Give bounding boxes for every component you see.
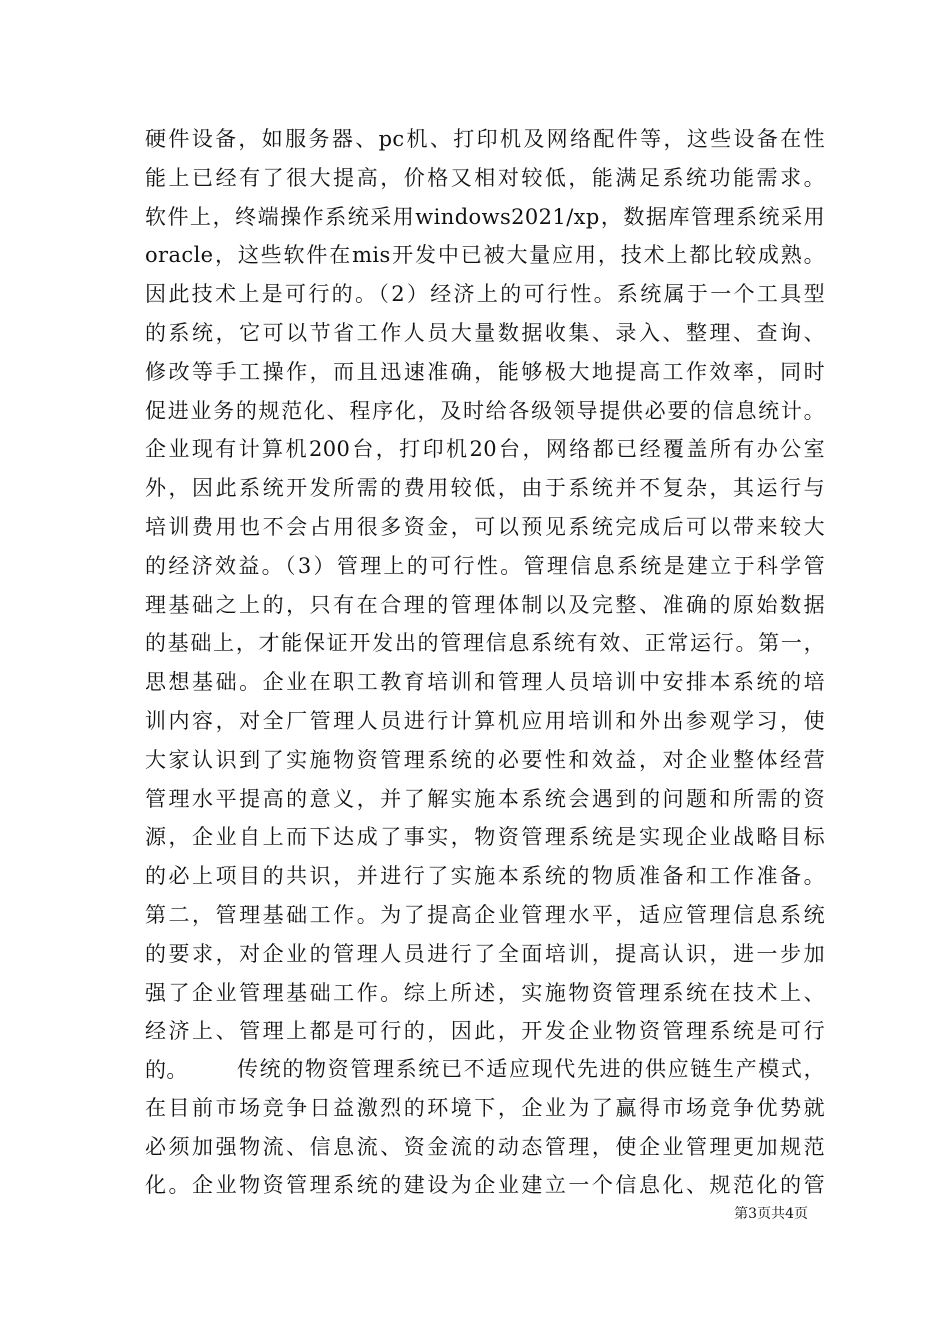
text-line: 大家认识到了实施物资管理系统的必要性和效益，对企业整体经营 (145, 747, 825, 772)
text-line: 因此技术上是可行的。（2）经济上的可行性。系统属于一个工具型 (145, 282, 825, 307)
text-line: 必须加强物流、信息流、资金流的动态管理，使企业管理更加规范 (145, 1134, 825, 1159)
text-line: 的必上项目的共识，并进行了实施本系统的物质准备和工作准备。 (145, 864, 825, 889)
text-line: 软件上，终端操作系统采用windows2021/xp，数据库管理系统采用 (145, 204, 825, 229)
text-line: 的基础上，才能保证开发出的管理信息系统有效、正常运行。第一， (145, 631, 825, 656)
text-line: 化。企业物资管理系统的建设为企业建立一个信息化、规范化的管 (145, 1173, 825, 1198)
text-line: 的经济效益。（3）管理上的可行性。管理信息系统是建立于科学管 (145, 553, 825, 578)
text-line: 第二，管理基础工作。为了提高企业管理水平，适应管理信息系统 (145, 902, 825, 927)
text-line: 企业现有计算机200台，打印机20台，网络都已经覆盖所有办公室 (145, 437, 825, 462)
text-line: 经济上、管理上都是可行的，因此，开发企业物资管理系统是可行 (145, 1019, 825, 1044)
text-line: 硬件设备，如服务器、pc机、打印机及网络配件等，这些设备在性 (145, 127, 825, 151)
text-line: 外，因此系统开发所需的费用较低，由于系统并不复杂，其运行与 (145, 476, 825, 501)
text-line: 的要求，对企业的管理人员进行了全面培训，提高认识，进一步加 (145, 941, 825, 966)
text-line: 管理水平提高的意义，并了解实施本系统会遇到的问题和所需的资 (145, 786, 825, 811)
text-line: 强了企业管理基础工作。综上所述，实施物资管理系统在技术上、 (145, 980, 825, 1005)
paragraph-feasibility (145, 120, 825, 1090)
text-line: 训内容，对全厂管理人员进行计算机应用培训和外出参观学习，使 (145, 708, 825, 733)
text-line: 在目前市场竞争日益激烈的环境下，企业为了赢得市场竞争优势就 (145, 1095, 825, 1120)
text-line: 传统的物资管理系统已不适应现代先进的供应链生产模式， (237, 1057, 825, 1081)
text-line: 源，企业自上而下达成了事实，物资管理系统是实现企业战略目标 (145, 825, 825, 850)
text-line: 促进业务的规范化、程序化，及时给各级领导提供必要的信息统计。 (145, 398, 825, 423)
paragraph-traditional-system (145, 1050, 825, 1205)
text-line: 能上已经有了很大提高，价格又相对较低，能满足系统功能需求。 (145, 165, 825, 190)
text-line: oracle，这些软件在mis开发中已被大量应用，技术上都比较成熟。 (145, 243, 825, 268)
text-line: 的。 (145, 1058, 188, 1083)
text-line: 理基础之上的，只有在合理的管理体制以及完整、准确的原始数据 (145, 592, 825, 617)
text-line: 培训费用也不会占用很多资金，可以预见系统完成后可以带来较大 (145, 514, 825, 539)
text-line: 修改等手工操作，而且迅速准确，能够极大地提高工作效率，同时 (145, 359, 825, 384)
text-line: 思想基础。企业在职工教育培训和管理人员培训中安排本系统的培 (145, 670, 825, 695)
page-number: 第3页共4页 (734, 1206, 808, 1222)
text-line: 的系统，它可以节省工作人员大量数据收集、录入、整理、查询、 (145, 320, 825, 345)
